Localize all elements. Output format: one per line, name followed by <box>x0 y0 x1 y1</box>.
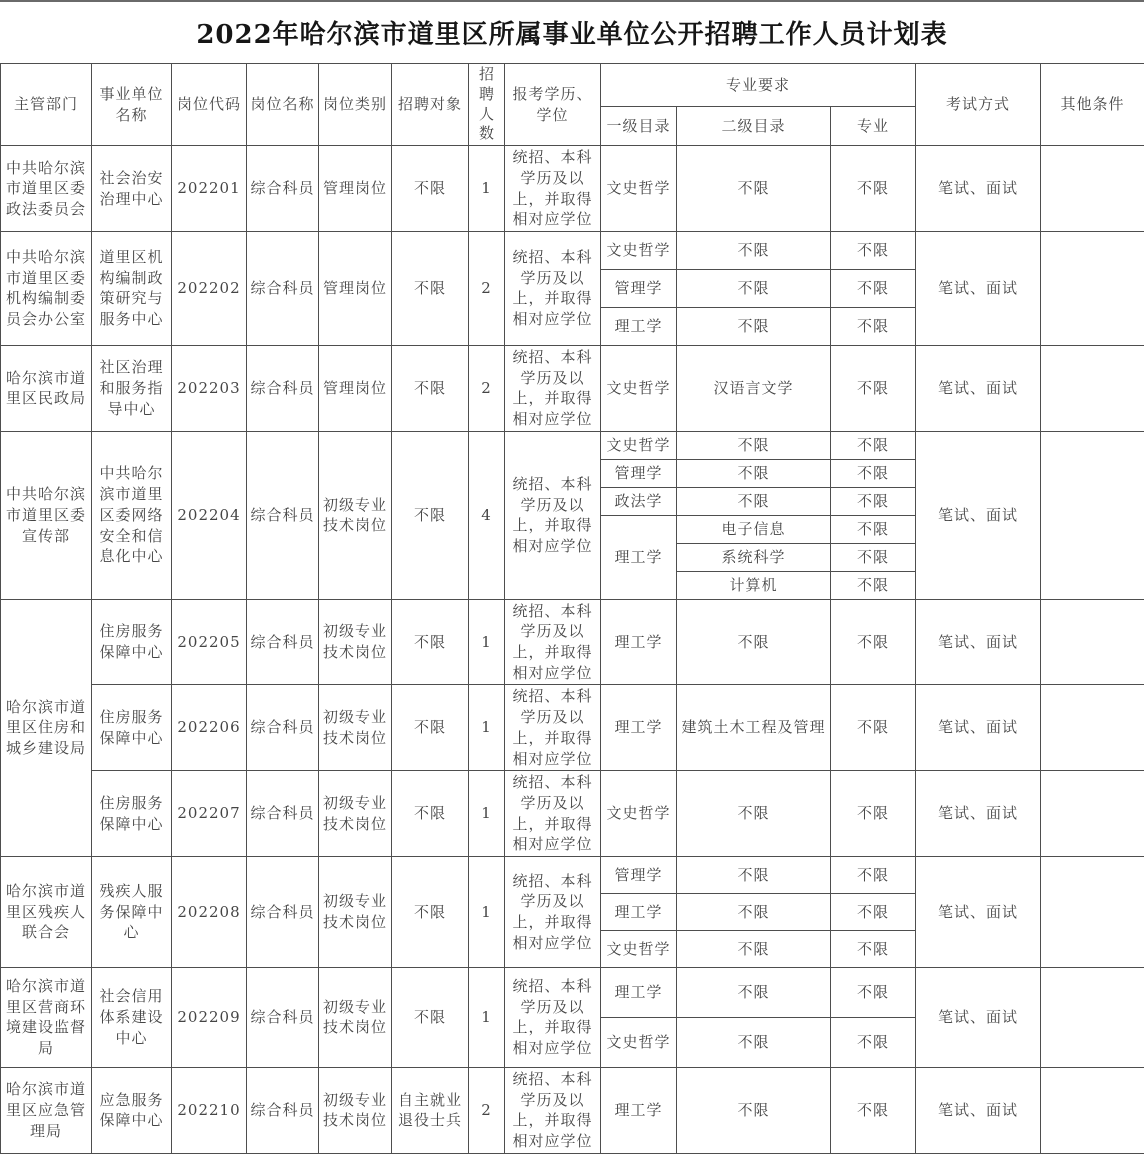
cell-code: 202205 <box>172 599 247 685</box>
cell-major: 不限 <box>831 856 916 893</box>
cell-other <box>1041 345 1144 431</box>
cell-unit: 残疾人服务保障中心 <box>92 856 172 967</box>
table-row <box>1 431 1144 459</box>
col-header-count <box>469 64 505 146</box>
cell-unit: 社区治理和服务指导中心 <box>92 345 172 431</box>
cell-code: 202208 <box>172 856 247 967</box>
cell-major-l2: 不限 <box>677 307 831 345</box>
cell-education: 统招、本科学历及以上，并取得相对应学位 <box>505 856 601 967</box>
cell-code: 202202 <box>172 231 247 345</box>
cell-major: 不限 <box>831 967 916 1017</box>
cell-education: 统招、本科学历及以上，并取得相对应学位 <box>505 231 601 345</box>
cell-dept: 哈尔滨市道里区残疾人联合会 <box>1 856 92 967</box>
cell-education: 统招、本科学历及以上，并取得相对应学位 <box>505 771 601 857</box>
col-header-level1: 一级目录 <box>601 106 677 146</box>
cell-major-l1: 理工学 <box>601 1067 677 1153</box>
cell-code: 202207 <box>172 771 247 857</box>
cell-name: 综合科员 <box>247 771 319 857</box>
title-bar <box>0 2 1144 63</box>
cell-target: 自主就业退役士兵 <box>392 1067 469 1153</box>
col-header-code: 岗位代码 <box>172 64 247 146</box>
cell-exam: 笔试、面试 <box>916 146 1041 232</box>
cell-code: 202209 <box>172 967 247 1067</box>
cell-major-l1: 文史哲学 <box>601 231 677 269</box>
cell-major-l2: 不限 <box>677 771 831 857</box>
cell-name: 综合科员 <box>247 345 319 431</box>
cell-major-l1: 文史哲学 <box>601 930 677 967</box>
cell-name: 综合科员 <box>247 856 319 967</box>
cell-major: 不限 <box>831 1017 916 1067</box>
cell-major-l1: 文史哲学 <box>601 1017 677 1067</box>
cell-category: 管理岗位 <box>319 146 392 232</box>
table-row <box>1 345 1144 431</box>
cell-education: 统招、本科学历及以上，并取得相对应学位 <box>505 599 601 685</box>
cell-major-l2: 不限 <box>677 856 831 893</box>
cell-major-l1: 文史哲学 <box>601 146 677 232</box>
cell-education: 统招、本科学历及以上，并取得相对应学位 <box>505 431 601 599</box>
cell-count: 1 <box>469 856 505 967</box>
cell-major: 不限 <box>831 345 916 431</box>
cell-education: 统招、本科学历及以上，并取得相对应学位 <box>505 967 601 1067</box>
cell-other <box>1041 1067 1144 1153</box>
cell-dept: 中共哈尔滨市道里区委宣传部 <box>1 431 92 599</box>
cell-other <box>1041 231 1144 345</box>
cell-major: 不限 <box>831 307 916 345</box>
cell-count: 2 <box>469 1067 505 1153</box>
cell-count: 4 <box>469 431 505 599</box>
cell-major: 不限 <box>831 771 916 857</box>
cell-major-l2: 不限 <box>677 1017 831 1067</box>
table-row <box>1 231 1144 269</box>
cell-target: 不限 <box>392 345 469 431</box>
cell-major-l2: 计算机 <box>677 571 831 599</box>
cell-major-l1: 政法学 <box>601 487 677 515</box>
cell-exam: 笔试、面试 <box>916 431 1041 599</box>
cell-target: 不限 <box>392 967 469 1067</box>
cell-other <box>1041 967 1144 1067</box>
cell-target: 不限 <box>392 146 469 232</box>
col-header-level2: 二级目录 <box>677 106 831 146</box>
cell-dept: 哈尔滨市道里区营商环境建设监督局 <box>1 967 92 1067</box>
cell-code: 202201 <box>172 146 247 232</box>
cell-major: 不限 <box>831 146 916 232</box>
cell-major: 不限 <box>831 930 916 967</box>
cell-count: 1 <box>469 146 505 232</box>
cell-education: 统招、本科学历及以上，并取得相对应学位 <box>505 345 601 431</box>
col-header-name: 岗位名称 <box>247 64 319 146</box>
cell-category: 管理岗位 <box>319 231 392 345</box>
cell-major-l1: 文史哲学 <box>601 771 677 857</box>
cell-dept: 哈尔滨市道里区民政局 <box>1 345 92 431</box>
cell-code: 202203 <box>172 345 247 431</box>
cell-target: 不限 <box>392 771 469 857</box>
cell-count: 1 <box>469 771 505 857</box>
cell-major-l2: 不限 <box>677 459 831 487</box>
cell-major-l1: 文史哲学 <box>601 431 677 459</box>
cell-name: 综合科员 <box>247 231 319 345</box>
cell-dept: 哈尔滨市道里区住房和城乡建设局 <box>1 599 92 856</box>
cell-category: 初级专业技术岗位 <box>319 967 392 1067</box>
cell-name: 综合科员 <box>247 967 319 1067</box>
col-header-count-label: 招聘人数 <box>479 65 495 144</box>
col-header-category: 岗位类别 <box>319 64 392 146</box>
col-header-dept: 主管部门 <box>1 64 92 146</box>
cell-category: 初级专业技术岗位 <box>319 431 392 599</box>
cell-exam: 笔试、面试 <box>916 345 1041 431</box>
table-row <box>1 1067 1144 1153</box>
cell-target: 不限 <box>392 685 469 771</box>
cell-name: 综合科员 <box>247 146 319 232</box>
cell-category: 管理岗位 <box>319 345 392 431</box>
cell-category: 初级专业技术岗位 <box>319 856 392 967</box>
cell-major: 不限 <box>831 487 916 515</box>
cell-major: 不限 <box>831 1067 916 1153</box>
cell-target: 不限 <box>392 856 469 967</box>
cell-exam: 笔试、面试 <box>916 771 1041 857</box>
cell-major-l1: 文史哲学 <box>601 345 677 431</box>
table-row <box>1 599 1144 685</box>
cell-major: 不限 <box>831 269 916 307</box>
cell-major-l2: 不限 <box>677 431 831 459</box>
cell-dept: 哈尔滨市道里区应急管理局 <box>1 1067 92 1153</box>
cell-major-l1: 管理学 <box>601 856 677 893</box>
cell-major-l1: 理工学 <box>601 967 677 1017</box>
cell-major-l2: 建筑土木工程及管理 <box>677 685 831 771</box>
cell-major-l1: 理工学 <box>601 307 677 345</box>
cell-major-l1: 理工学 <box>601 685 677 771</box>
cell-unit: 住房服务保障中心 <box>92 771 172 857</box>
cell-major: 不限 <box>831 685 916 771</box>
cell-name: 综合科员 <box>247 685 319 771</box>
table-row <box>1 967 1144 1017</box>
cell-count: 2 <box>469 345 505 431</box>
cell-major-l2: 不限 <box>677 1067 831 1153</box>
cell-target: 不限 <box>392 431 469 599</box>
cell-exam: 笔试、面试 <box>916 967 1041 1067</box>
cell-unit: 社会治安治理中心 <box>92 146 172 232</box>
cell-major: 不限 <box>831 543 916 571</box>
cell-other <box>1041 146 1144 232</box>
col-header-education: 报考学历、学位 <box>505 64 601 146</box>
cell-major: 不限 <box>831 431 916 459</box>
col-header-exam: 考试方式 <box>916 64 1041 146</box>
cell-category: 初级专业技术岗位 <box>319 599 392 685</box>
col-header-target: 招聘对象 <box>392 64 469 146</box>
cell-other <box>1041 685 1144 771</box>
cell-other <box>1041 431 1144 599</box>
table-row <box>1 856 1144 893</box>
cell-education: 统招、本科学历及以上，并取得相对应学位 <box>505 146 601 232</box>
cell-target: 不限 <box>392 231 469 345</box>
col-header-major-req: 专业要求 <box>601 64 916 107</box>
cell-major-l1: 理工学 <box>601 515 677 599</box>
cell-major-l2: 系统科学 <box>677 543 831 571</box>
cell-unit: 中共哈尔滨市道里区委网络安全和信息化中心 <box>92 431 172 599</box>
cell-unit: 道里区机构编制政策研究与服务中心 <box>92 231 172 345</box>
cell-other <box>1041 599 1144 685</box>
cell-unit: 社会信用体系建设中心 <box>92 967 172 1067</box>
col-header-major: 专业 <box>831 106 916 146</box>
cell-count: 2 <box>469 231 505 345</box>
cell-count: 1 <box>469 599 505 685</box>
cell-education: 统招、本科学历及以上，并取得相对应学位 <box>505 1067 601 1153</box>
cell-code: 202204 <box>172 431 247 599</box>
cell-major-l2: 不限 <box>677 231 831 269</box>
cell-major: 不限 <box>831 515 916 543</box>
cell-exam: 笔试、面试 <box>916 599 1041 685</box>
cell-target: 不限 <box>392 599 469 685</box>
recruitment-table <box>0 63 1144 1154</box>
cell-major: 不限 <box>831 231 916 269</box>
cell-exam: 笔试、面试 <box>916 856 1041 967</box>
cell-name: 综合科员 <box>247 1067 319 1153</box>
cell-exam: 笔试、面试 <box>916 1067 1041 1153</box>
cell-exam: 笔试、面试 <box>916 685 1041 771</box>
cell-major: 不限 <box>831 571 916 599</box>
page-title: 2022年哈尔滨市道里区所属事业单位公开招聘工作人员计划表 <box>196 14 947 51</box>
cell-major-l2: 不限 <box>677 930 831 967</box>
cell-unit: 住房服务保障中心 <box>92 599 172 685</box>
cell-name: 综合科员 <box>247 431 319 599</box>
cell-category: 初级专业技术岗位 <box>319 685 392 771</box>
cell-major-l1: 管理学 <box>601 459 677 487</box>
cell-dept: 中共哈尔滨市道里区委机构编制委员会办公室 <box>1 231 92 345</box>
cell-dept: 中共哈尔滨市道里区委政法委员会 <box>1 146 92 232</box>
cell-major-l2: 不限 <box>677 967 831 1017</box>
table-row <box>1 146 1144 232</box>
table-row <box>1 771 1144 857</box>
cell-major-l1: 管理学 <box>601 269 677 307</box>
cell-code: 202210 <box>172 1067 247 1153</box>
cell-major-l2: 电子信息 <box>677 515 831 543</box>
cell-name: 综合科员 <box>247 599 319 685</box>
cell-other <box>1041 771 1144 857</box>
table-row <box>1 685 1144 771</box>
cell-category: 初级专业技术岗位 <box>319 1067 392 1153</box>
cell-major-l2: 不限 <box>677 599 831 685</box>
col-header-unit: 事业单位名称 <box>92 64 172 146</box>
cell-other <box>1041 856 1144 967</box>
cell-major-l2: 不限 <box>677 269 831 307</box>
cell-count: 1 <box>469 967 505 1067</box>
cell-major-l2: 不限 <box>677 146 831 232</box>
cell-major: 不限 <box>831 459 916 487</box>
cell-major-l2: 不限 <box>677 487 831 515</box>
cell-exam: 笔试、面试 <box>916 231 1041 345</box>
cell-code: 202206 <box>172 685 247 771</box>
cell-major: 不限 <box>831 893 916 930</box>
cell-major-l1: 理工学 <box>601 893 677 930</box>
cell-major-l2: 汉语言文学 <box>677 345 831 431</box>
cell-unit: 应急服务保障中心 <box>92 1067 172 1153</box>
cell-major-l2: 不限 <box>677 893 831 930</box>
cell-major: 不限 <box>831 599 916 685</box>
cell-unit: 住房服务保障中心 <box>92 685 172 771</box>
cell-count: 1 <box>469 685 505 771</box>
cell-major-l1: 理工学 <box>601 599 677 685</box>
col-header-other: 其他条件 <box>1041 64 1144 146</box>
cell-category: 初级专业技术岗位 <box>319 771 392 857</box>
cell-education: 统招、本科学历及以上，并取得相对应学位 <box>505 685 601 771</box>
